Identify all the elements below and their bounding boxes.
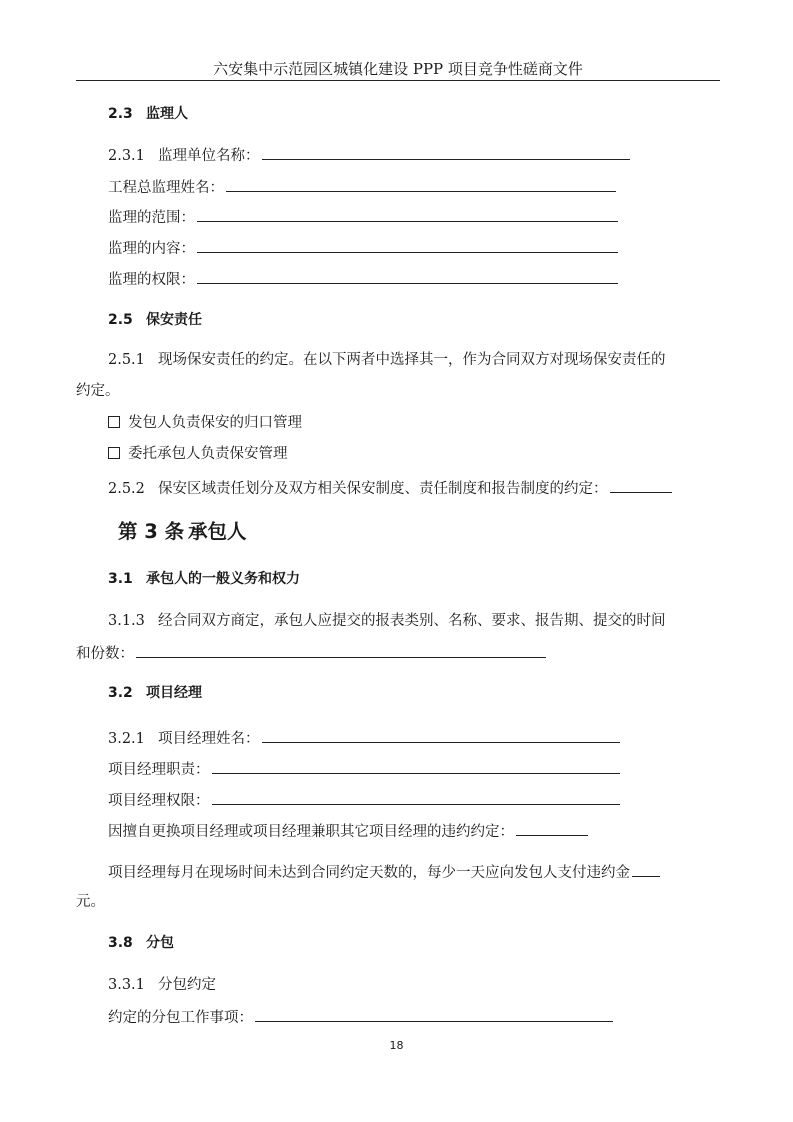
checkbox[interactable] [108, 416, 120, 428]
blank-line[interactable] [262, 727, 620, 743]
blank-line[interactable] [136, 642, 546, 658]
clause-2-5-1-line2: 约定。 [76, 383, 120, 399]
article-title: 承包人 [188, 520, 247, 543]
field-label: 监理单位名称： [158, 148, 260, 164]
field-chief-supervisor [108, 176, 616, 198]
section-number: 3.2 [108, 685, 133, 701]
section-heading-2-3 [108, 104, 188, 124]
option-label: 发包人负责保安的归口管理 [128, 415, 302, 431]
article-number: 第 3 条 [118, 520, 185, 543]
clause-2-5-2 [108, 477, 672, 499]
section-title: 分包 [146, 935, 174, 951]
field-supervisor-unit [108, 144, 630, 166]
section-title: 监理人 [146, 106, 188, 122]
clause-number: 2.5.1 [108, 352, 145, 368]
blank-line[interactable] [610, 477, 672, 493]
clause-3-1-3-line2 [76, 642, 546, 664]
field-label: 项目经理权限： [108, 793, 210, 809]
field-label: 监理的内容： [108, 241, 195, 257]
option-contractor-security[interactable] [108, 444, 288, 464]
clause-2-5-1-line1 [108, 350, 666, 370]
field-supervision-scope [108, 206, 618, 228]
running-header: 六安集中示范园区城镇化建设 PPP 项目竞争性磋商文件 [213, 60, 583, 78]
section-heading-3-2 [108, 683, 202, 703]
blank-line[interactable] [212, 789, 620, 805]
section-number: 2.3 [108, 106, 133, 122]
blank-line[interactable] [632, 861, 660, 877]
clause-3-1-3-line1 [108, 611, 666, 631]
clause-number: 2.5.2 [108, 481, 145, 497]
section-title: 保安责任 [146, 312, 202, 328]
clause-text: 经合同双方商定，承包人应提交的报表类别、名称、要求、报告期、提交的时间 [158, 613, 666, 629]
pm-absence-line2: 元。 [76, 894, 105, 910]
field-label: 约定的分包工作事项： [108, 1010, 253, 1026]
field-label: 工程总监理姓名： [108, 180, 224, 196]
blank-line[interactable] [197, 268, 618, 284]
page-number: 18 [389, 1039, 404, 1052]
section-heading-3-1 [108, 569, 300, 589]
field-pm-name [108, 727, 620, 749]
clause-text: 现场保安责任的约定。在以下两者中选择其一，作为合同双方对现场保安责任的 [158, 352, 666, 368]
field-label: 项目经理职责： [108, 762, 210, 778]
field-pm-authority [108, 789, 620, 811]
field-label: 项目经理姓名： [158, 731, 260, 747]
section-number: 2.5 [108, 312, 133, 328]
pm-absence-line1 [108, 861, 660, 883]
field-supervision-content [108, 237, 618, 259]
blank-line[interactable] [197, 206, 618, 222]
blank-line[interactable] [212, 758, 620, 774]
field-label: 因擅自更换项目经理或项目经理兼职其它项目经理的违约约定： [108, 824, 514, 840]
clause-number: 3.3.1 [108, 977, 145, 993]
section-title: 项目经理 [146, 685, 202, 701]
checkbox[interactable] [108, 447, 120, 459]
blank-line[interactable] [226, 176, 616, 192]
header-rule [76, 80, 720, 81]
clause-3-3-1 [108, 975, 216, 995]
blank-line[interactable] [255, 1006, 613, 1022]
field-label: 监理的范围： [108, 210, 195, 226]
field-supervision-authority [108, 268, 618, 290]
section-heading-3-8 [108, 933, 174, 953]
clause-number: 3.1.3 [108, 613, 145, 629]
section-heading-2-5 [108, 310, 202, 330]
section-number: 3.8 [108, 935, 133, 951]
blank-line[interactable] [262, 144, 630, 160]
clause-text: 保安区域责任划分及双方相关保安制度、责任制度和报告制度的约定： [158, 481, 608, 497]
clause-number: 3.2.1 [108, 731, 145, 747]
clause-text: 分包约定 [158, 977, 216, 993]
field-pm-replacement-penalty [108, 820, 588, 842]
article-heading-3 [118, 519, 247, 545]
option-owner-security[interactable] [108, 413, 302, 433]
blank-line[interactable] [197, 237, 618, 253]
field-pm-duties [108, 758, 620, 780]
section-number: 3.1 [108, 571, 133, 587]
field-label: 和份数： [76, 646, 134, 662]
field-label: 监理的权限： [108, 272, 195, 288]
section-title: 承包人的一般义务和权力 [146, 571, 300, 587]
option-label: 委托承包人负责保安管理 [128, 446, 288, 462]
blank-line[interactable] [516, 820, 588, 836]
clause-number: 2.3.1 [108, 148, 145, 164]
clause-text: 项目经理每月在现场时间未达到合同约定天数的，每少一天应向发包人支付违约金 [108, 865, 630, 881]
field-subcontract-items [108, 1006, 613, 1028]
